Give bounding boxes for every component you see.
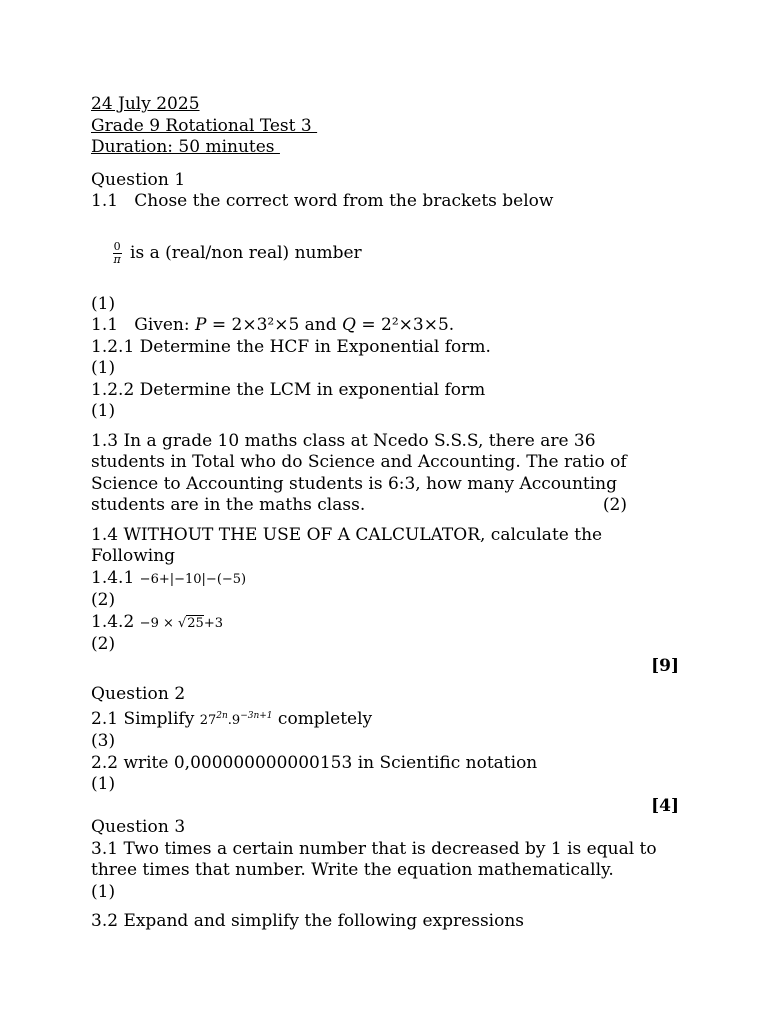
q1-2-2-marks: (1) (91, 401, 116, 421)
q1-3-line-3: Science to Accounting students is 6:3, how many Accounting (91, 473, 618, 494)
q3-1-line-2: three times that number. Write the equation mathematically. (91, 860, 614, 880)
q3-2-text: 3.2 Expand and simplify the following expressions (91, 911, 525, 931)
q2-1: 2.1 Simplify $27^{2n}.9^{-3n+1}$ completely (91, 708, 373, 729)
test-document (91, 94, 679, 933)
q2-1-expression: $27^{2n}.9^{-3n+1}$ (199, 710, 273, 728)
q1-2-given: 1.1 Given: P = 2×3²×5 and Q = 2²×3×5. (91, 315, 455, 335)
q1-2-1-marks: (1) (91, 358, 116, 378)
q3-1-marks: (1) (91, 881, 116, 902)
q1-2-2-text: 1.2.2 Determine the LCM in exponential form (91, 379, 486, 400)
q1-3-line-1: 1.3 In a grade 10 maths class at Ncedo S.S.S, there are 36 (91, 430, 596, 451)
q1-2-1-text: 1.2.1 Determine the HCF in Exponential form. (91, 336, 491, 357)
test-title: Grade 9 Rotational Test 3 (91, 115, 318, 136)
q2-2-text: 2.2 write 0,000000000000153 in Scientific notation (91, 752, 538, 773)
question-1-total: [9] (651, 655, 679, 676)
q2-2-marks: (1) (91, 774, 116, 794)
question-3-heading: Question 3 (91, 817, 186, 837)
q1-4-2-expression: −9 × √25+3 (139, 615, 223, 631)
q1-3-line-2: students in Total who do Science and Accounting. The ratio of (91, 452, 627, 472)
q1-3-line-4: students are in the maths class. (2) (91, 495, 627, 515)
q1-4-line-2: Following (91, 546, 176, 566)
q1-4-line-1: 1.4 WITHOUT THE USE OF A CALCULATOR, calculate the (91, 524, 603, 545)
q3-1-line-1: 3.1 Two times a certain number that is decreased by 1 is equal to (91, 838, 657, 859)
q2-1-marks: (3) (91, 731, 116, 751)
question-1-heading: Question 1 (91, 169, 186, 190)
question-2-total: [4] (651, 795, 679, 816)
test-duration: Duration: 50 minutes (91, 137, 280, 157)
q1-4-1-expression: −6+|−10|−(−5) (139, 571, 247, 587)
q1-4-1: 1.4.1 −6+|−10|−(−5) (91, 567, 247, 588)
question-2-heading: Question 2 (91, 684, 186, 704)
q1-1-statement: $\frac{0}{\pi}$ is a (real/non real) number (113, 239, 362, 266)
fraction-zero-over-pi: $\frac{0}{\pi}$ (113, 239, 121, 266)
q1-4-1-marks: (2) (91, 590, 116, 610)
q1-4-2-marks: (2) (91, 634, 116, 654)
q1-4-2: 1.4.2 −9 × √25+3 (91, 611, 223, 632)
q1-1-instruction: 1.1 Chose the correct word from the brackets below (91, 191, 554, 211)
test-date: 24 July 2025 (91, 94, 200, 114)
q1-3-marks: (2) (602, 495, 627, 515)
q1-1-marks: (1) (91, 293, 116, 314)
